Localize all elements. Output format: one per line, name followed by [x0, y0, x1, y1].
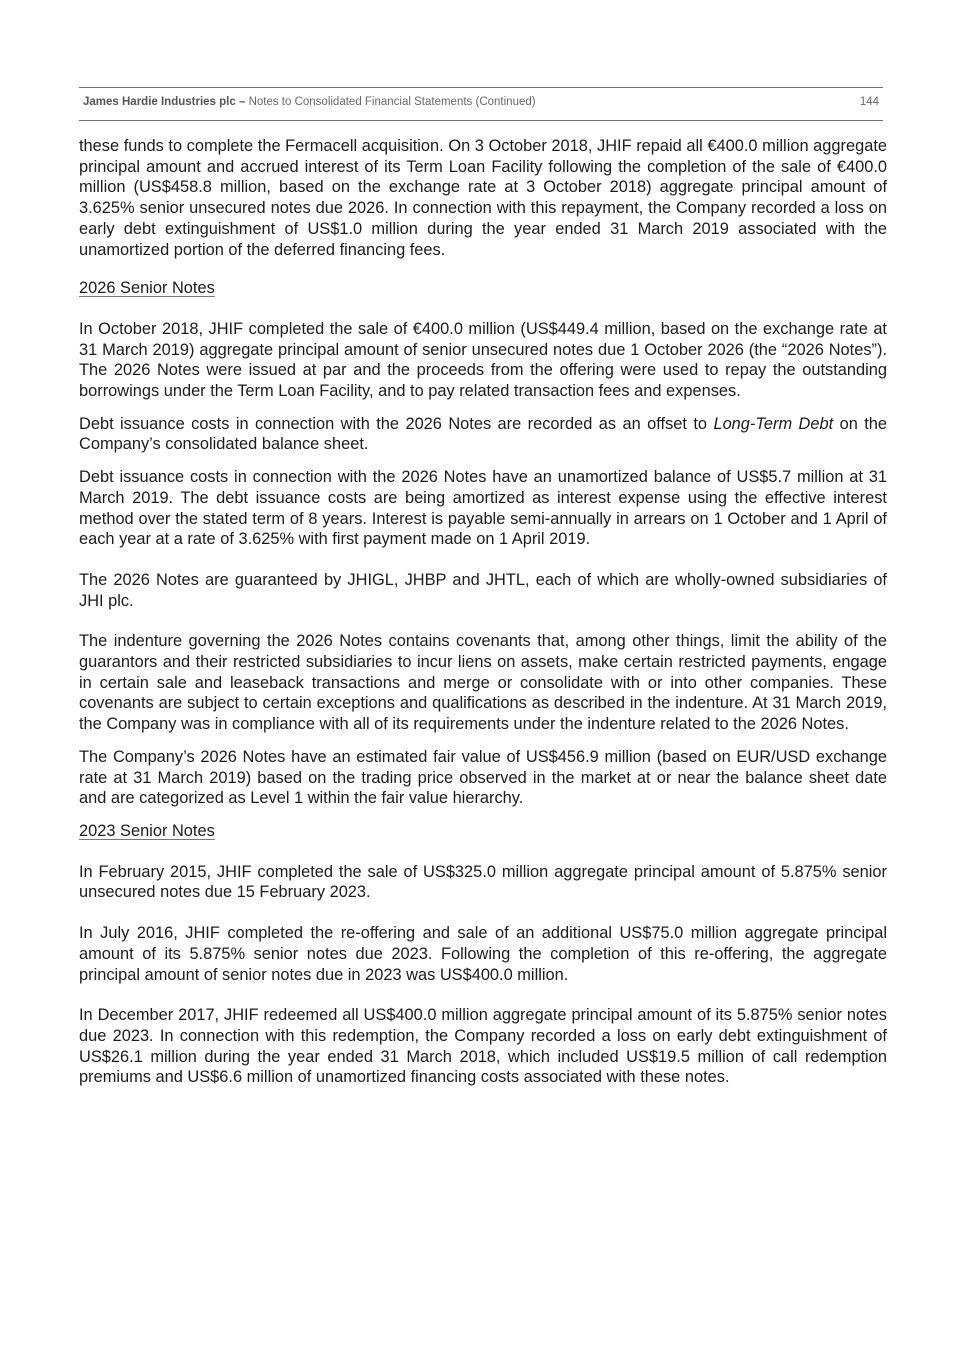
paragraph-indenture-covenants: The indenture governing the 2026 Notes contains covenants that, among other things, limit the ability of the guarantors and their restricted subsidiaries to incur liens on assets, make certain restricted payments, engage in certain sale and leaseback transactions and merge or consolidate with or into other companies. These covenants are subject to certain exceptions and qualifications as described in the indenture. At 31 March 2019, the Company was in compliance with all of its requirements under the indenture related to the 2026 Notes.	[79, 632, 887, 734]
document-body	[79, 136, 887, 1088]
paragraph-guarantors: The 2026 Notes are guaranteed by JHIGL, JHBP and JHTL, each of which are wholly-owned subsidiaries of JHI plc.	[79, 570, 887, 610]
page-number: 144	[859, 96, 879, 108]
paragraph-fair-value: The Company’s 2026 Notes have an estimated fair value of US$456.9 million (based on EUR/USD exchange rate at 31 March 2019) based on the trading price observed in the market at or near the balance sheet date and are categorized as Level 1 within the fair value hierarchy.	[79, 747, 887, 808]
section-heading-2026-senior-notes: 2026 Senior Notes	[79, 279, 215, 298]
paragraph-2016-reoffering: In July 2016, JHIF completed the re-offering and sale of an additional US$75.0 million aggregate principal amount of its 5.875% senior notes due 2023. Following the completion of this re-offering, the aggregate principal amount of senior notes due in 2023 was US$400.0 million.	[79, 924, 887, 984]
header-section-title: Notes to Consolidated Financial Statements (Continued)	[248, 96, 536, 108]
p3-italic-term: Long-Term Debt	[713, 414, 834, 433]
paragraph-unamortized-balance: Debt issuance costs in connection with the 2026 Notes have an unamortized balance of US$5.7 million at 31 March 2019. The debt issuance costs are being amortized as interest expense using the effective interest method over the stated term of 8 years. Interest is payable semi-annually in arrears on 1 October and 1 April of each year at a rate of 3.625% with first payment made on 1 April 2019.	[79, 468, 887, 549]
p3-text-before: Debt issuance costs in connection with the 2026 Notes are recorded as an offset to	[79, 414, 714, 433]
header-separator: –	[235, 96, 249, 108]
header-company-name: James Hardie Industries plc	[83, 96, 236, 108]
paragraph-2026-notes-sale: In October 2018, JHIF completed the sale of €400.0 million (US$449.4 million, based on the exchange rate at 31 March 2019) aggregate principal amount of senior unsecured notes due 1 October 2026 (the “2026 Notes”). The 2026 Notes were issued at par and the proceeds from the offering were used to repay the outstanding borrowings under the Term Loan Facility, and to pay related transaction fees and expenses.	[79, 319, 887, 401]
paragraph-2017-redemption: In December 2017, JHIF redeemed all US$400.0 million aggregate principal amount of its 5.875% senior notes due 2023. In connection with this redemption, the Company recorded a loss on early debt extinguishment of US$26.1 million during the year ended 31 March 2018, which included US$19.5 million of call redemption premiums and US$6.6 million of unamortized financing costs associated with these notes.	[79, 1006, 887, 1087]
paragraph-2015-sale: In February 2015, JHIF completed the sale of US$325.0 million aggregate principal amount of 5.875% senior unsecured notes due 15 February 2023.	[79, 862, 887, 902]
header-top-rule	[79, 87, 883, 88]
paragraph-term-loan-repayment: these funds to complete the Fermacell acquisition. On 3 October 2018, JHIF repaid all €400.0 million aggregate principal amount and accrued interest of its Term Loan Facility following the completion of the sale of €400.0 million (US$458.8 million, based on the exchange rate at 3 October 2018) aggregate principal amount of 3.625% senior unsecured notes due 2026. In connection with this repayment, the Company recorded a loss on early debt extinguishment of US$1.0 million during the year ended 31 March 2019 associated with the unamortized portion of the deferred financing fees.	[79, 137, 887, 259]
p3-text-after: on the Company’s consolidated balance sheet.	[79, 414, 888, 454]
paragraph-debt-issuance-offset	[79, 414, 887, 455]
header-bottom-rule	[79, 120, 883, 121]
page-header	[83, 96, 879, 114]
section-heading-2023-senior-notes: 2023 Senior Notes	[79, 821, 215, 840]
